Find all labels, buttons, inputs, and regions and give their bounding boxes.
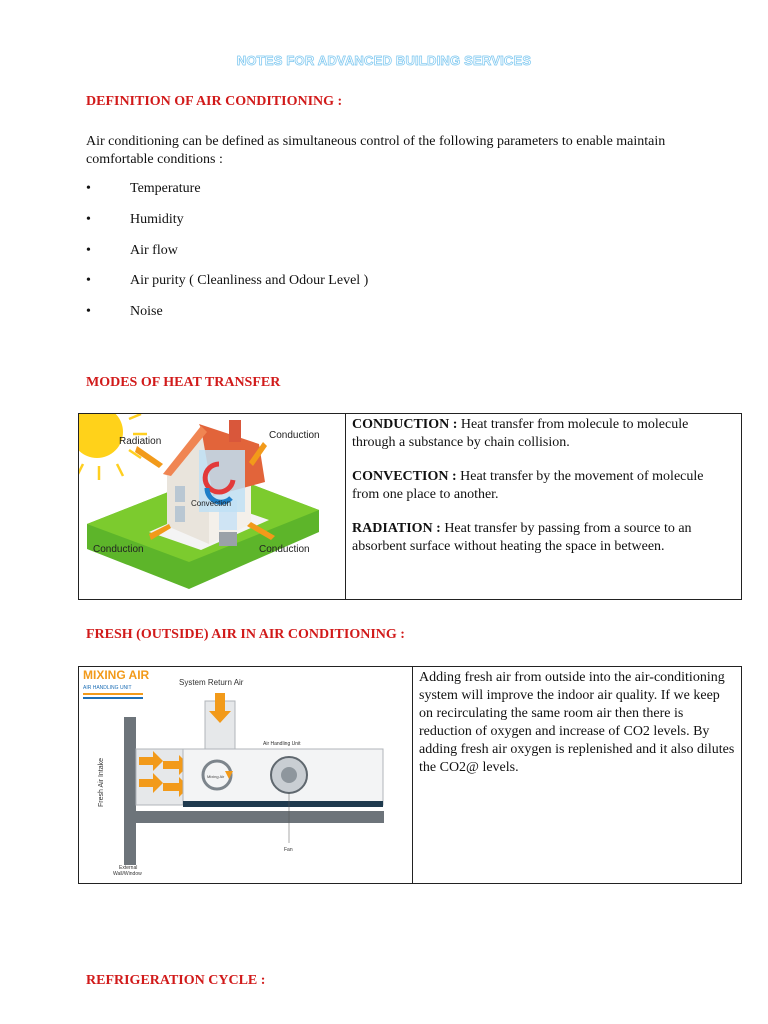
heading-definition: DEFINITION OF AIR CONDITIONING : <box>86 94 343 109</box>
convection-definition: CONVECTION : Heat transfer by the movement of molecule from one place to another. <box>352 469 704 502</box>
document-title: NOTES FOR ADVANCED BUILDING SERVICES <box>236 53 532 68</box>
bullet-icon: • <box>86 304 91 320</box>
conduction-definition: CONDUCTION : Heat transfer from molecule to molecule through a substance by chain collision. <box>352 417 689 450</box>
fresh-air-description: Adding fresh air from outside into the air-conditioning system will improve the indoor air quality. If we keep on recirculating the same room air then there is reduction of oxygen and increase of CO2 levels. By adding fresh air oxygen is replenished and it also dilutes the CO2@ levels. <box>419 670 735 775</box>
label-mixing-air: Mixing Air <box>207 774 225 779</box>
label-conduction-top: Conduction <box>269 430 320 441</box>
heading-heat-transfer: MODES OF HEAT TRANSFER <box>86 375 281 390</box>
heat-transfer-table <box>78 413 742 600</box>
figure-subtitle: AIR HANDLING UNIT <box>83 685 132 691</box>
label-wall-1: External <box>119 865 138 871</box>
label-convection: Convection <box>191 499 232 508</box>
mixing-air-illustration <box>79 667 412 878</box>
label-return-air: System Return Air <box>179 678 244 687</box>
heat-transfer-text-cell <box>346 414 742 600</box>
label-ahu: Air Handling Unit <box>263 741 301 747</box>
heading-fresh-air: FRESH (OUTSIDE) AIR IN AIR CONDITIONING : <box>86 627 405 642</box>
label-fresh-air-intake: Fresh Air Intake <box>98 757 105 807</box>
radiation-definition: RADIATION : Heat transfer by passing from a source to an absorbent surface without heating the space in between. <box>352 521 692 554</box>
bullet-icon: • <box>86 273 91 289</box>
label-radiation: Radiation <box>119 436 162 447</box>
bullet-icon: • <box>86 181 91 196</box>
label-wall-2: Wall/Window <box>113 871 142 877</box>
heading-refrigeration: REFRIGERATION CYCLE : <box>86 973 266 988</box>
bullet-icon: • <box>86 211 91 227</box>
label-conduction-left: Conduction <box>93 544 144 555</box>
house-heat-transfer-illustration <box>79 414 345 594</box>
fresh-air-text-cell <box>413 667 742 884</box>
label-conduction-right: Conduction <box>259 544 310 555</box>
heat-transfer-figure-cell <box>79 414 346 600</box>
figure-title: MIXING AIR <box>83 668 150 682</box>
fresh-air-figure-cell <box>79 667 413 884</box>
bullet-icon: • <box>86 242 91 258</box>
fresh-air-table <box>78 666 742 884</box>
label-fan: Fan <box>284 847 293 853</box>
definition-paragraph: Air conditioning can be defined as simultaneous control of the following parameters to enable maintain comfortable conditions : <box>86 134 666 167</box>
